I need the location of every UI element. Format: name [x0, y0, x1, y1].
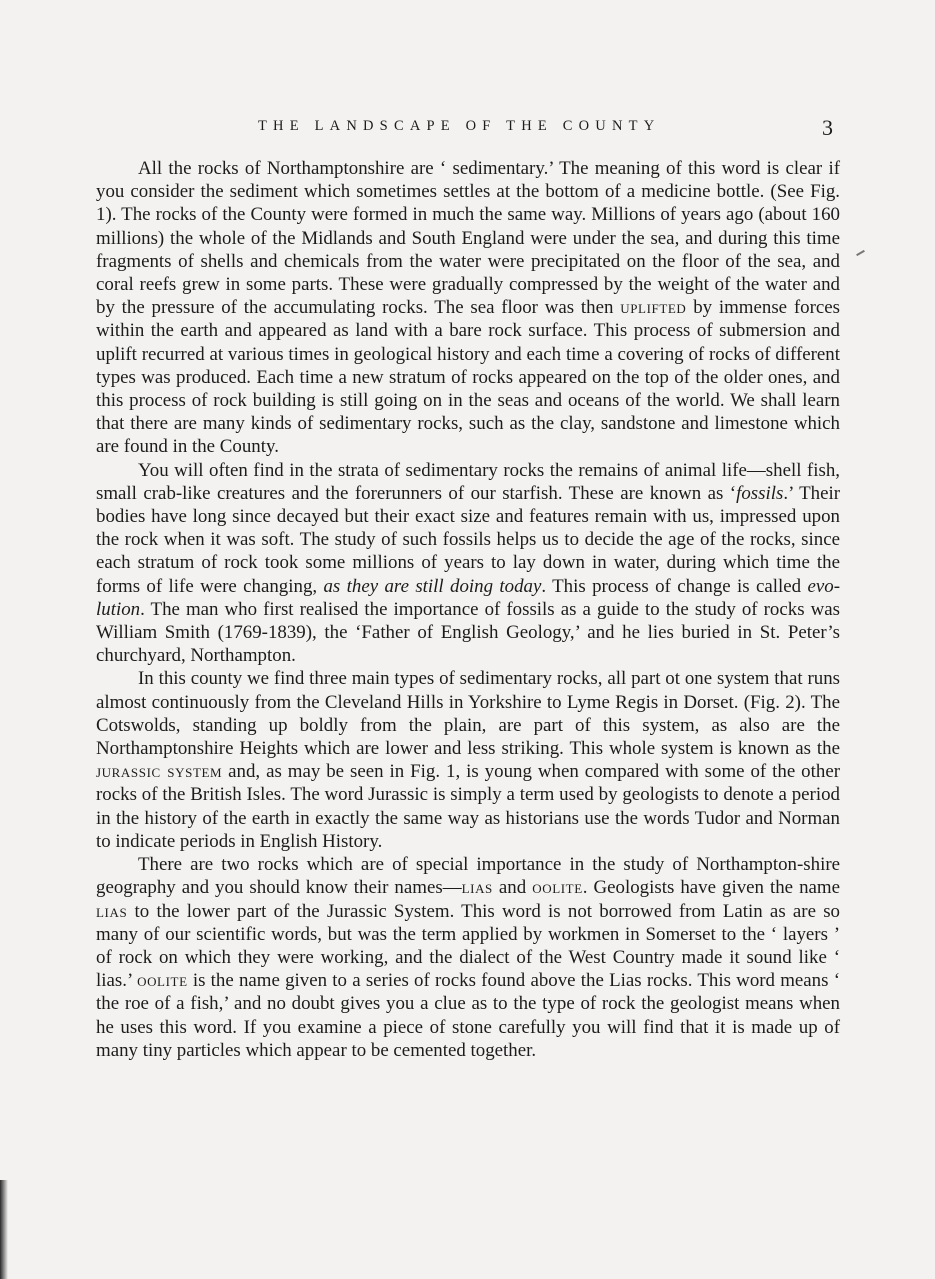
running-title: THE LANDSCAPE OF THE COUNTY — [258, 118, 661, 134]
text-run: is the name given to a series of rocks found above the Lias rocks. This word means ‘ the roe of a fish,’ and no doubt gives you a clue as to the type of rock the geologist means when he uses this word. If you examine a piece of stone carefully you will find that it is made up of many tiny particles which appear to be cemented together. — [96, 970, 840, 1061]
text-run: and — [492, 877, 533, 899]
text-run: All the rocks of Northamptonshire are ‘ sedimentary.’ The meaning of this word is clear if you consider the sediment which sometimes settles at the bottom of a medicine bottle. (See Fig. 1). The rocks of the County were formed in much the same way. Millions of years ago (about 160 millions) the whole of the Midlands and South England were under the sea, and during this time fragments of shells and chemicals from the water were precipitated on the floor of the sea, and coral reefs grew in some parts. These were gradually compressed by the weight of the water and by the pressure of the accumulating rocks. The sea floor was then — [96, 158, 840, 319]
paragraph — [96, 667, 840, 853]
paragraph — [96, 459, 840, 668]
italic-text: evo-lution — [96, 575, 840, 620]
running-head — [0, 115, 935, 140]
page-number: 3 — [822, 115, 833, 140]
stray-pencil-mark — [856, 250, 865, 256]
text-run: .’ Their bodies have long since decayed but their exact size and features remain with us, impressed upon the rock when it was soft. The study of such fossils helps us to decide the age of the rocks, since each stratum of rock took some millions of years to lay down in water, during which time the forms of life were changing, — [96, 482, 840, 597]
text-run: . Geologists have given the name — [582, 877, 840, 899]
italic-text: fossils — [736, 482, 784, 504]
small-caps-term: uplifted — [620, 297, 687, 319]
small-caps-term: oolite — [532, 877, 583, 899]
italic-text: as they are still doing today — [323, 575, 542, 597]
paragraph — [96, 853, 840, 1062]
text-run: and, as may be seen in Fig. 1, is young when compared with some of the other rocks of the British Isles. The word Jurassic is simply a term used by geologists to denote a period in the history of the earth in exactly the same way as historians use the words Tudor and Norman to indicate periods in English History. — [96, 761, 840, 852]
text-run: by immense forces within the earth and appeared as land with a bare rock surface. This process of submersion and uplift recurred at various times in geological history and each time a covering of rocks of different types was produced. Each time a new stratum of rocks appeared on the top of the older ones, and this process of rock building is still going on in the seas and oceans of the world. We shall learn that there are many kinds of sedimentary rocks, such as the clay, sandstone and limestone which are found in the County. — [96, 297, 840, 458]
small-caps-term: lias — [461, 877, 493, 899]
text-run: In this county we find three main types of sedimentary rocks, all part ot one system that runs almost continuously from the Cleveland Hills in Yorkshire to Lyme Regis in Dorset. (Fig. 2). The Cotswolds, standing up boldly from the plain, are part of this system, as also are the Northamptonshire Heights which are lower and less striking. This whole system is known as the — [96, 668, 840, 760]
small-caps-term: oolite — [137, 970, 188, 992]
text-run: There are two rocks which are of special importance in the study of Northampton-shire geography and you should know their names— — [96, 854, 840, 899]
text-run: . The man who first realised the importance of fossils as a guide to the study of rocks was William Smith (1769-1839), the ‘Father of English Geology,’ and he lies buried in St. Peter’s churchyard, Northampton. — [96, 598, 840, 667]
small-caps-term: lias — [96, 900, 128, 922]
scan-shadow-edge — [0, 1180, 8, 1279]
paragraph — [96, 157, 840, 459]
body-text — [96, 157, 840, 1062]
text-run: You will often find in the strata of sedimentary rocks the remains of animal life—shell fish, small crab-like creatures and the forerunners of our starfish. These are known as ‘ — [96, 459, 840, 504]
text-run: . This process of change is called — [541, 575, 808, 597]
text-run: to the lower part of the Jurassic System. This word is not borrowed from Latin as are so many of our scientific words, but was the term applied by workmen in Somerset to the ‘ layers ’ of rock on which they were working, and the dialect of the West Country made it sound like ‘ lias.’ — [96, 900, 840, 992]
small-caps-term: jurassic system — [96, 761, 223, 783]
